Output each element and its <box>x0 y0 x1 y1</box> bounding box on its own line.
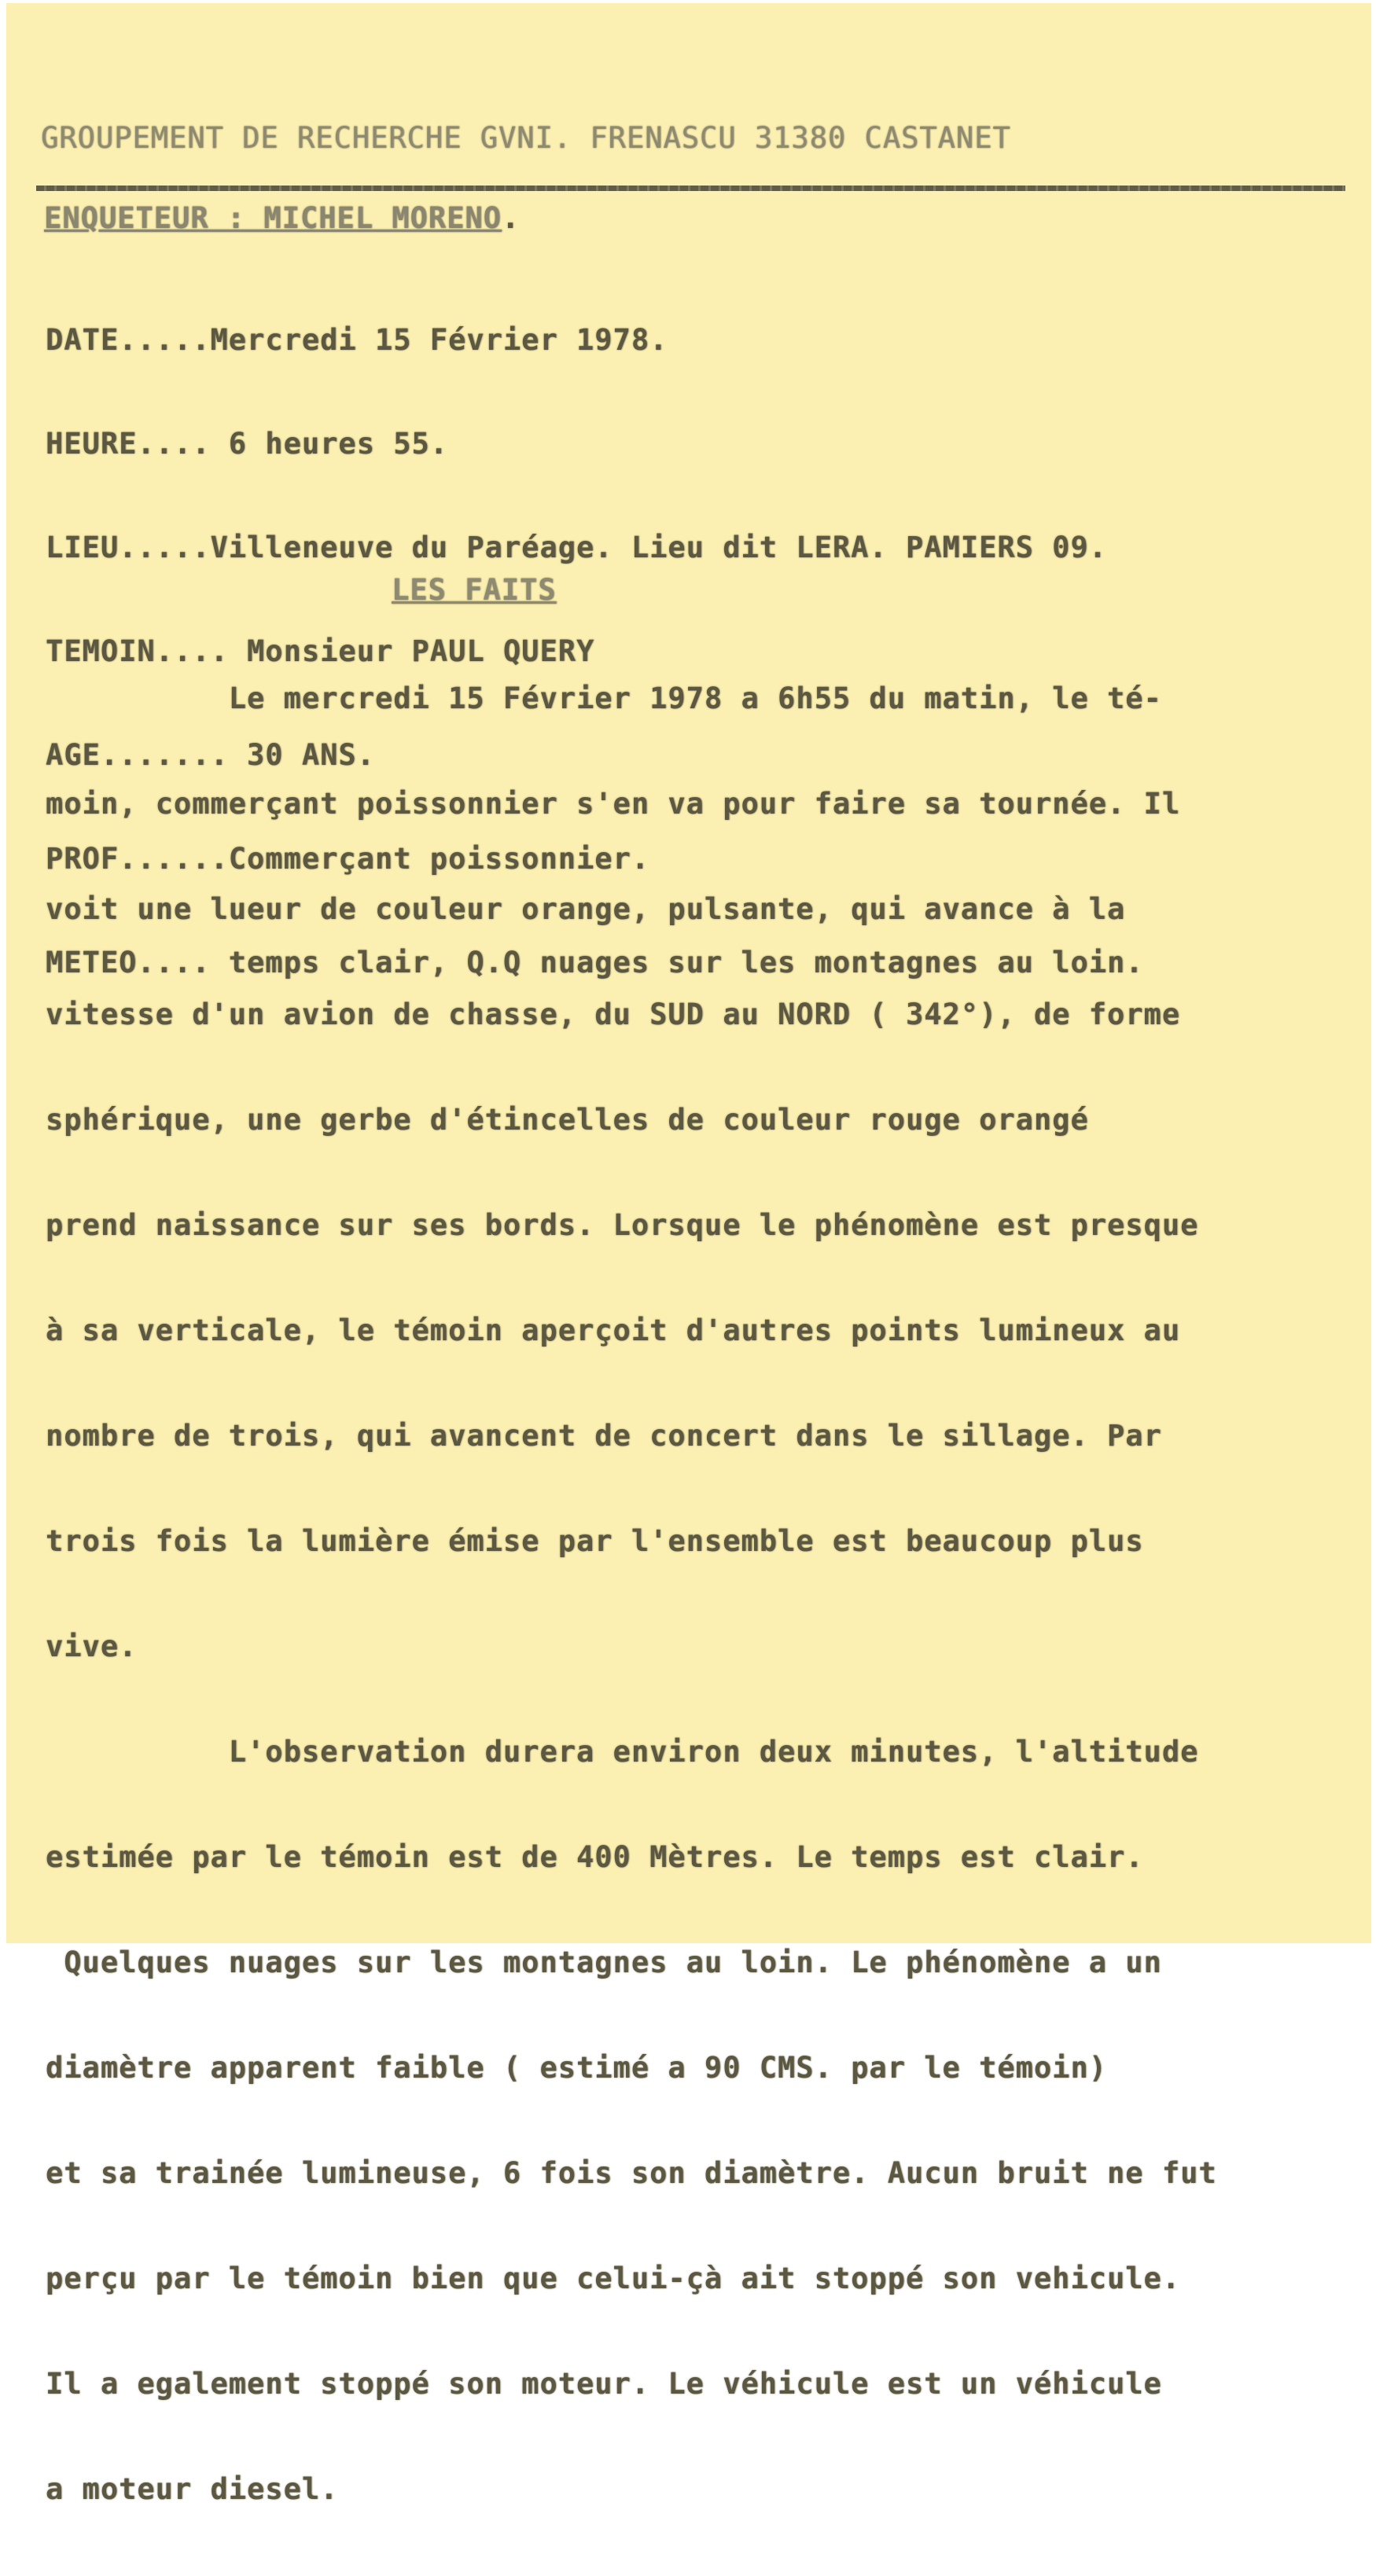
field-meteo: METEO.... temps clair, Q.Q nuages sur les montagnes au loin. <box>46 946 1144 979</box>
paragraph2-line: L'observation durera environ deux minutes, l'altitude <box>46 1735 1199 1769</box>
paragraph2-line: Quelques nuages sur les montagnes au loin. Le phénomène a un <box>46 1946 1162 1979</box>
paragraph1-line: nombre de trois, qui avancent de concert dans le sillage. Par <box>46 1419 1162 1453</box>
field-heure: HEURE.... 6 heures 55. <box>46 427 449 461</box>
header-divider <box>36 186 1345 191</box>
paragraph1-line: vive. <box>46 1630 138 1663</box>
paragraph1-line: Le mercredi 15 Février 1978 a 6h55 du matin, le té- <box>46 682 1162 715</box>
paragraph2-line: estimée par le témoin est de 400 Mètres. Le temps est clair. <box>46 1840 1144 1874</box>
paragraph2-line: a moteur diesel. <box>46 2472 339 2506</box>
paragraph1-line: à sa verticale, le témoin aperçoit d'autres points lumineux au <box>46 1314 1181 1347</box>
paragraph1-line: prend naissance sur ses bords. Lorsque le phénomène est presque <box>46 1208 1199 1242</box>
field-temoin: TEMOIN.... Monsieur PAUL QUERY <box>46 634 595 668</box>
paragraph1-line: sphérique, une gerbe d'étincelles de couleur rouge orangé <box>46 1103 1089 1137</box>
document-header: GROUPEMENT DE RECHERCHE GVNI. FRENASCU 31380 CASTANET <box>41 121 1011 155</box>
paragraph2-line: et sa trainée lumineuse, 6 fois son diamètre. Aucun bruit ne fut <box>46 2156 1217 2190</box>
paragraph1-line: vitesse d'un avion de chasse, du SUD au NORD ( 342°), de forme <box>46 998 1181 1031</box>
paragraph2-line: Il a egalement stoppé son moteur. Le véhicule est un véhicule <box>46 2367 1162 2401</box>
section-title-faits: LES FAITS <box>392 573 557 607</box>
field-profession: PROF......Commerçant poissonnier. <box>46 842 650 876</box>
field-age: AGE....... 30 ANS. <box>46 738 375 772</box>
field-lieu: LIEU.....Villeneuve du Paréage. Lieu dit LERA. PAMIERS 09. <box>46 531 1108 564</box>
paragraph2-line: diamètre apparent faible ( estimé a 90 CMS. par le témoin) <box>46 2051 1108 2085</box>
faits-body <box>46 612 1217 2576</box>
enqueteur-line <box>44 201 520 235</box>
enqueteur-suffix: . <box>501 201 521 235</box>
paragraph1-line: moin, commerçant poissonnier s'en va pour faire sa tournée. Il <box>46 787 1181 821</box>
enqueteur-label: ENQUETEUR : MICHEL MORENO <box>44 201 502 235</box>
typed-page <box>6 3 1371 2506</box>
paragraph1-line: voit une lueur de couleur orange, pulsante, qui avance à la <box>46 892 1126 926</box>
paragraph1-line: trois fois la lumière émise par l'ensemble est beaucoup plus <box>46 1524 1144 1558</box>
field-date: DATE.....Mercredi 15 Février 1978. <box>46 323 668 357</box>
paragraph2-line: perçu par le témoin bien que celui-çà ait stoppé son vehicule. <box>46 2262 1181 2295</box>
